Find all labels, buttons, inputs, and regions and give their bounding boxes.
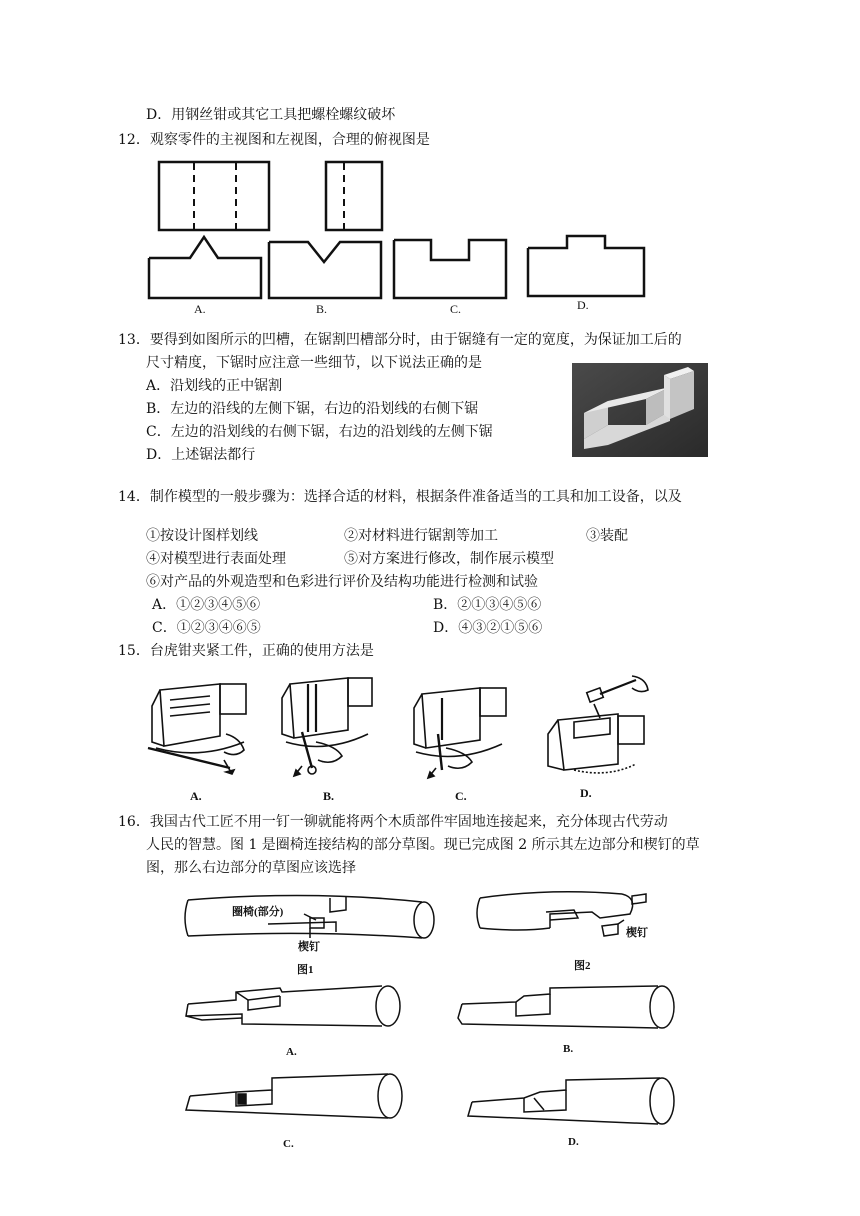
q16-fig1-wedge-label: 楔钉 (298, 941, 320, 953)
q14-option-d: D．④③②①⑤⑥ (433, 620, 543, 636)
q16-figure2 (470, 888, 670, 952)
q12-label-b: B. (316, 302, 328, 316)
q12-label-d: D. (577, 298, 589, 312)
q13-option-a: A．沿划线的正中锯割 (146, 378, 283, 394)
q13-option-d: D．上述锯法都行 (146, 447, 256, 463)
q15-label-b: B. (323, 789, 335, 803)
q14-option-a: A．①②③④⑤⑥ (152, 597, 261, 613)
q12-front-view (158, 161, 270, 231)
q13-groove-photo (572, 363, 708, 457)
q13-option-b: B．左边的沿线的左侧下锯，右边的沿划线的右侧下锯 (146, 401, 479, 417)
q15-label-d: D. (580, 786, 592, 800)
q16-label-b: B. (563, 1043, 574, 1055)
q15-vise-b-figure[interactable] (272, 672, 382, 782)
q12-option-c-drawing[interactable] (393, 238, 507, 300)
q12-left-view (325, 161, 383, 231)
q14-step4: ④对模型进行表面处理 (146, 551, 286, 567)
q16-stem-line2: 人民的智慧。图 1 是圈椅连接结构的部分草图。现已完成图 2 所示其左边部分和楔钉的草 (146, 837, 700, 853)
q13-stem-line2: 尺寸精度，下锯时应注意一些细节，以下说法正确的是 (146, 355, 482, 371)
q16-label-d: D. (568, 1136, 579, 1148)
q12-option-d-drawing[interactable] (527, 234, 645, 298)
q12-option-a-drawing[interactable] (148, 234, 262, 300)
q16-option-b-drawing[interactable] (452, 982, 680, 1042)
q12-label-c: C. (450, 302, 462, 316)
q14-step6: ⑥对产品的外观造型和色彩进行评价及结构功能进行检测和试验 (146, 574, 538, 590)
q12-label-a: A. (194, 302, 206, 316)
q14-option-c: C．①②③④⑥⑤ (152, 620, 261, 636)
q14-option-b: B．②①③④⑤⑥ (433, 597, 542, 613)
q14-step3: ③装配 (586, 528, 628, 544)
q16-fig1-caption: 图1 (297, 964, 314, 976)
q14-step2: ②对材料进行锯割等加工 (344, 528, 498, 544)
q15-stem: 15．台虎钳夹紧工件，正确的使用方法是 (118, 643, 374, 659)
q14-step1: ①按设计图样划线 (146, 528, 258, 544)
q16-stem-line1: 16．我国古代工匠不用一钉一铆就能将两个木质部件牢固地连接起来，充分体现古代劳动 (118, 814, 668, 830)
q15-vise-a-figure[interactable] (140, 676, 260, 782)
q14-stem: 14．制作模型的一般步骤为：选择合适的材料，根据条件准备适当的工具和加工设备，以及 (118, 489, 682, 505)
q16-option-d-drawing[interactable] (462, 1074, 682, 1140)
q15-label-a: A. (190, 789, 202, 803)
q16-option-c-drawing[interactable] (180, 1068, 410, 1134)
q16-fig2-wedge-label: 楔钉 (626, 927, 648, 939)
q13-option-c: C．左边的沿划线的右侧下锯，右边的沿划线的左侧下锯 (146, 424, 493, 440)
q14-step5: ⑤对方案进行修改，制作展示模型 (344, 551, 554, 567)
q15-vise-d-figure[interactable] (534, 674, 652, 784)
q16-fig1-part-label: 圈椅(部分) (232, 906, 284, 918)
q16-fig2-caption: 图2 (574, 960, 591, 972)
q12-stem: 12．观察零件的主视图和左视图，合理的俯视图是 (118, 132, 430, 148)
q15-vise-c-figure[interactable] (402, 684, 514, 784)
q16-option-a-drawing[interactable] (182, 982, 410, 1044)
q12-option-b-drawing[interactable] (268, 240, 382, 300)
q16-label-a: A. (286, 1046, 297, 1058)
q11-option-d: D．用钢丝钳或其它工具把螺栓螺纹破坏 (146, 107, 396, 123)
q15-label-c: C. (455, 789, 467, 803)
q16-label-c: C. (283, 1138, 294, 1150)
q16-stem-line3: 图，那么右边部分的草图应该选择 (146, 860, 356, 876)
q13-stem-line1: 13．要得到如图所示的凹槽，在锯割凹槽部分时，由于锯缝有一定的宽度，为保证加工后的 (118, 332, 682, 348)
